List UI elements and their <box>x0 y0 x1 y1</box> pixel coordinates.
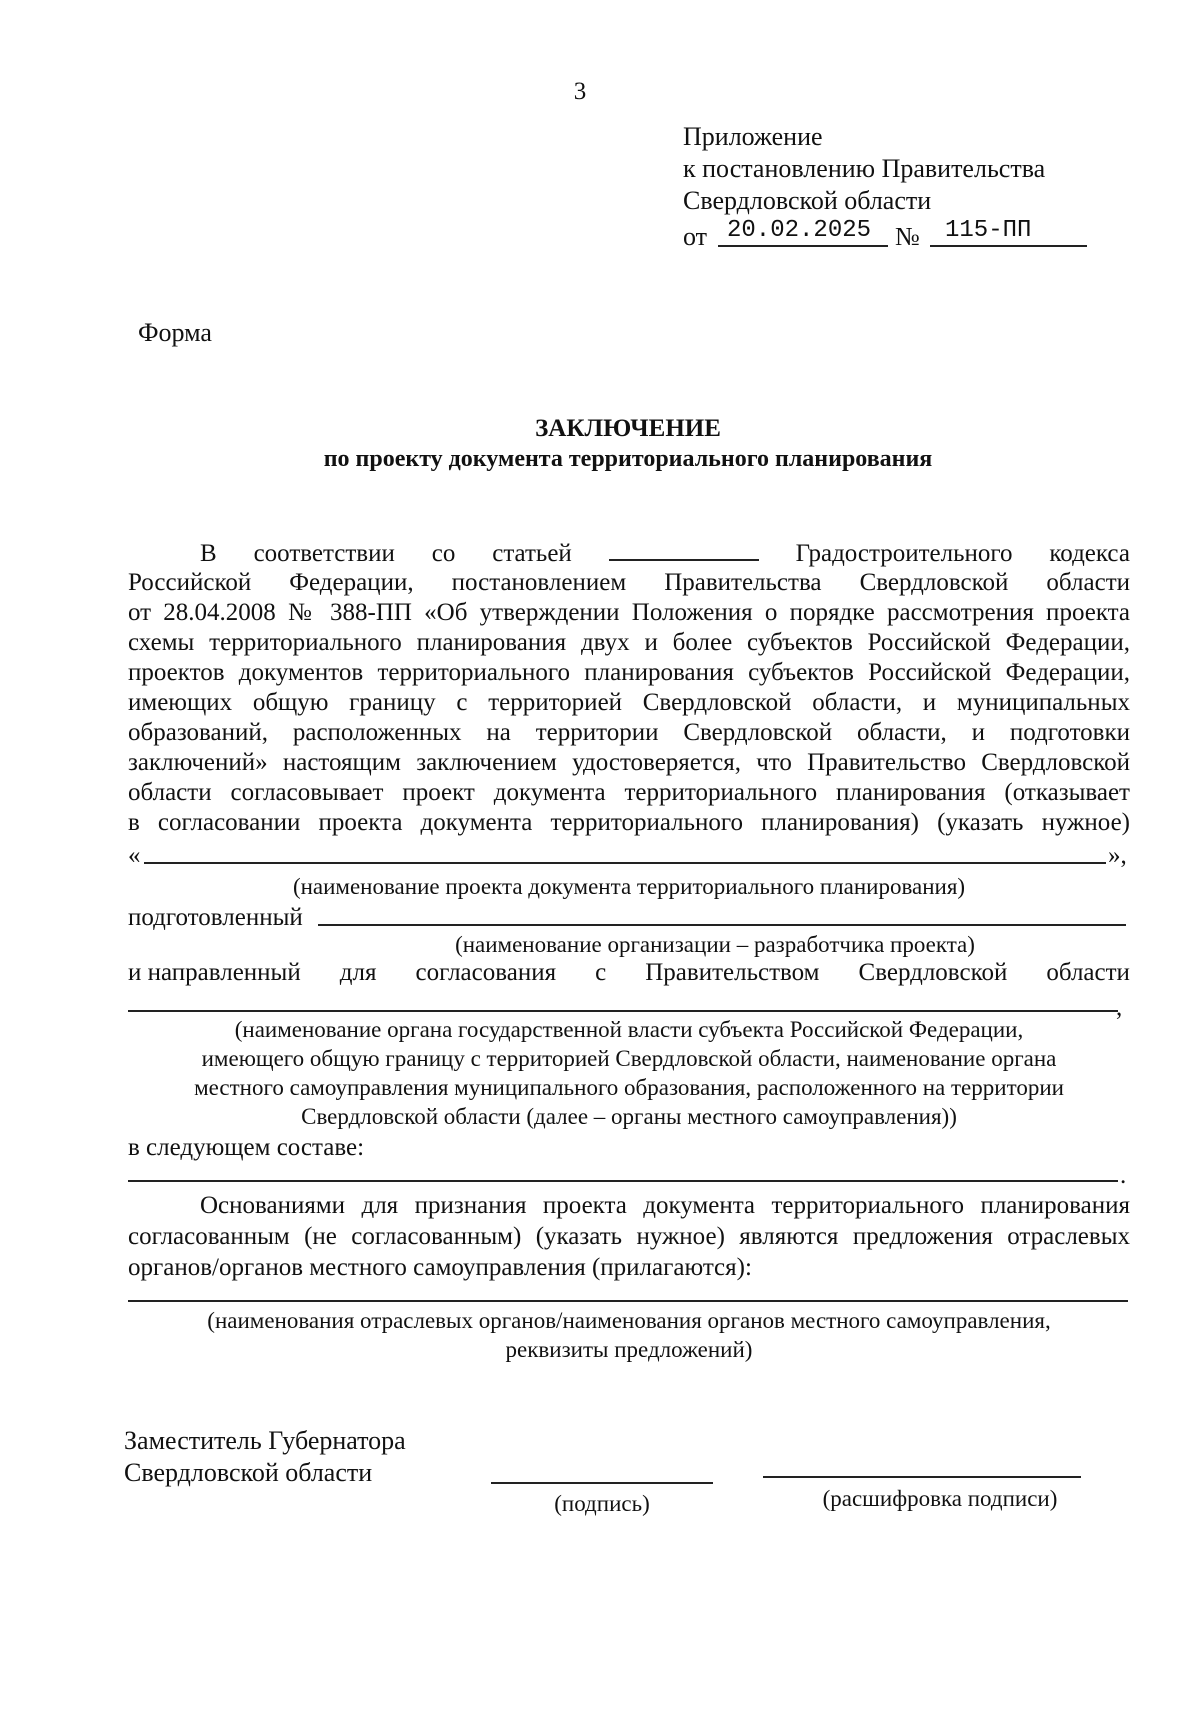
word: В <box>200 540 217 567</box>
signatory-position <box>124 1425 406 1489</box>
quote-open: « <box>128 842 141 869</box>
comma: , <box>1116 994 1123 1021</box>
word: Градостроительного <box>795 540 1013 567</box>
project-name-rule <box>144 862 1106 864</box>
word: Правительством <box>645 959 820 986</box>
form-label: Форма <box>138 318 212 347</box>
from-label: от <box>683 222 708 251</box>
body-line: имеющих общую границу с территорией Свердловской области, и муниципальных <box>128 689 1130 716</box>
caption-bodies-line: (наименования отраслевых органов/наименования органов местного самоуправления, <box>207 1308 1051 1333</box>
word: Свердловской <box>858 959 1008 986</box>
composition-label: в следующем составе: <box>128 1134 365 1161</box>
authority-rule <box>128 1010 1118 1012</box>
body-line: от 28.04.2008 № 388-ПП «Об утверждении Положения о порядке рассмотрения проекта <box>128 599 1130 626</box>
document-title: ЗАКЛЮЧЕНИЕ <box>535 415 721 442</box>
composition-rule <box>128 1180 1118 1182</box>
body-line: в согласовании проекта документа территориального планирования) (указать нужное) <box>128 809 1130 836</box>
document-subtitle: по проекту документа территориального планирования <box>323 446 933 472</box>
word: кодекса <box>1049 540 1130 567</box>
grounds-rest <box>128 1221 1130 1283</box>
body-paragraph <box>128 567 1130 837</box>
article-blank <box>609 537 759 561</box>
position-line: Свердловской области <box>124 1458 373 1487</box>
caption-project: (наименование проекта документа территориального планирования) <box>292 874 966 899</box>
directed-line <box>128 957 1130 988</box>
signature-rule <box>491 1482 713 1484</box>
word: соответствии <box>253 540 395 567</box>
body-line: схемы территориального планирования двух и более субъектов Российской Федерации, <box>128 629 1130 656</box>
caption-authority-line: (наименование органа государственной власти субъекта Российской Федерации, <box>234 1017 1024 1042</box>
caption-bodies-line: реквизиты предложений) <box>505 1337 753 1362</box>
appendix-line-1: Приложение <box>683 122 823 151</box>
signature-caption: (подпись) <box>554 1491 650 1516</box>
caption-authority-line: Свердловской области (далее – органы местного самоуправления)) <box>301 1104 957 1129</box>
body-line: области согласовывает проект документа территориального планирования (отказывает <box>128 779 1130 806</box>
word: со <box>431 540 456 567</box>
caption-authority <box>128 1015 1130 1131</box>
word: согласования <box>415 959 557 986</box>
grounds-line: Основаниями для признания проекта документа территориального планирования <box>200 1192 1130 1219</box>
decode-rule <box>763 1476 1081 1478</box>
caption-org: (наименование организации – разработчика проекта) <box>455 932 975 957</box>
prepared-label: подготовленный <box>128 904 303 931</box>
position-line: Заместитель Губернатора <box>124 1426 406 1455</box>
grounds-line-first <box>200 1190 1130 1221</box>
prepared-rule <box>318 924 1126 926</box>
word: и направленный <box>128 959 301 986</box>
appendix-line-2: к постановлению Правительства <box>683 154 1046 183</box>
word: статьей <box>492 540 572 567</box>
appendix-block <box>683 121 1103 251</box>
grounds-line: согласованным (не согласованным) (указать нужное) являются предложения отраслевых <box>128 1223 1130 1250</box>
number-label: № <box>895 222 920 251</box>
appendix-date: 20.02.2025 <box>727 217 872 244</box>
word: для <box>339 959 377 986</box>
word: области <box>1046 959 1130 986</box>
caption-authority-line: имеющего общую границу с территорией Свердловской области, наименование органа <box>201 1046 1057 1071</box>
caption-bodies <box>128 1306 1130 1364</box>
page-number: 3 <box>573 78 587 105</box>
bodies-rule <box>128 1300 1128 1302</box>
appendix-date-number-line <box>683 217 1103 251</box>
body-line: Российской Федерации, постановлением Правительства Свердловской области <box>128 569 1130 596</box>
appendix-line-3: Свердловской области <box>683 186 932 215</box>
body-first-line <box>200 537 1130 568</box>
grounds-line: органов/органов местного самоуправления (прилагаются): <box>128 1254 752 1281</box>
decode-caption: (расшифровка подписи) <box>822 1486 1058 1511</box>
appendix-number: 115-ПП <box>945 217 1032 244</box>
body-line: заключений» настоящим заключением удостоверяется, что Правительство Свердловской <box>128 749 1130 776</box>
period: . <box>1120 1162 1127 1189</box>
body-line: проектов документов территориального планирования субъектов Российской Федерации, <box>128 659 1130 686</box>
caption-authority-line: местного самоуправления муниципального образования, расположенного на территории <box>194 1075 1064 1100</box>
body-line: образований, расположенных на территории Свердловской области, и подготовки <box>128 719 1130 746</box>
quote-close: », <box>1108 842 1127 869</box>
word: с <box>595 959 607 986</box>
